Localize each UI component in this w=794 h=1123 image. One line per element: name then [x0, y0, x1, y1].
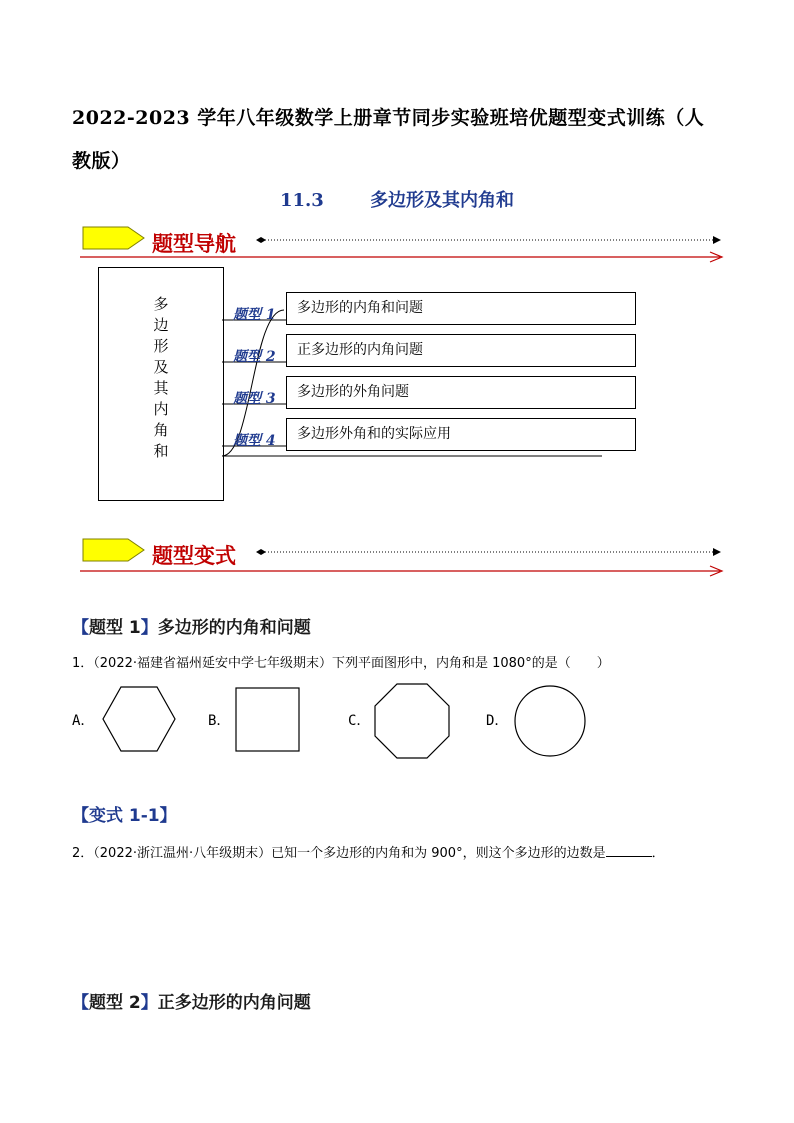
type2-heading: 【题型 2】正多边形的内角问题 [72, 993, 311, 1013]
nav-item-label-3: 题型 3 [233, 391, 276, 407]
nav-item-label-1: 题型 1 [233, 307, 276, 323]
q1-option-a[interactable]: A． [72, 713, 95, 729]
q1-option-c[interactable]: C． [348, 713, 371, 729]
doc-title-line1: 2022-2023 学年八年级数学上册章节同步实验班培优题型变式训练（人 [72, 107, 705, 129]
nav-item-1[interactable]: 多边形的内角和问题 [286, 292, 636, 325]
nav-main-box [98, 267, 224, 501]
square-icon [235, 687, 301, 753]
question-2: 2．（2022·浙江温州·八年级期末）已知一个多边形的内角和为 900°，则这个多边形的边数是 ． [72, 846, 665, 861]
octagon-icon [374, 683, 450, 759]
section-number: 11.3 [279, 190, 324, 211]
nav-main-label: 多 边 形 及 其 内 角 和 [153, 295, 169, 460]
doc-title-line2: 教版） [72, 150, 131, 172]
arrow-tag-icon [83, 539, 144, 561]
nav-item-4[interactable]: 多边形外角和的实际应用 [286, 418, 636, 451]
circle-icon [513, 684, 587, 758]
nav-item-2[interactable]: 正多边形的内角问题 [286, 334, 636, 367]
q1-option-b[interactable]: B． [208, 713, 231, 729]
type1-heading: 【题型 1】多边形的内角和问题 [72, 618, 311, 638]
nav-item-label-2: 题型 2 [233, 349, 276, 365]
question-1: 1．（2022·福建省福州延安中学七年级期末）下列平面图形中，内角和是 1080°的是（ ） [72, 656, 610, 671]
section-title: 多边形及其内角和 [370, 190, 515, 211]
arrow-tag-icon [83, 227, 144, 249]
section-heading [0, 186, 794, 212]
nav-title: 题型导航 [152, 232, 236, 256]
variant-1-1-heading: 【变式 1-1】 [72, 806, 177, 826]
answer-blank[interactable] [606, 844, 652, 857]
nav-item-label-4: 题型 4 [233, 433, 276, 449]
q1-option-d[interactable]: D． [486, 713, 509, 729]
variants-title: 题型变式 [152, 544, 236, 568]
hexagon-icon [102, 686, 176, 752]
nav-item-3[interactable]: 多边形的外角问题 [286, 376, 636, 409]
